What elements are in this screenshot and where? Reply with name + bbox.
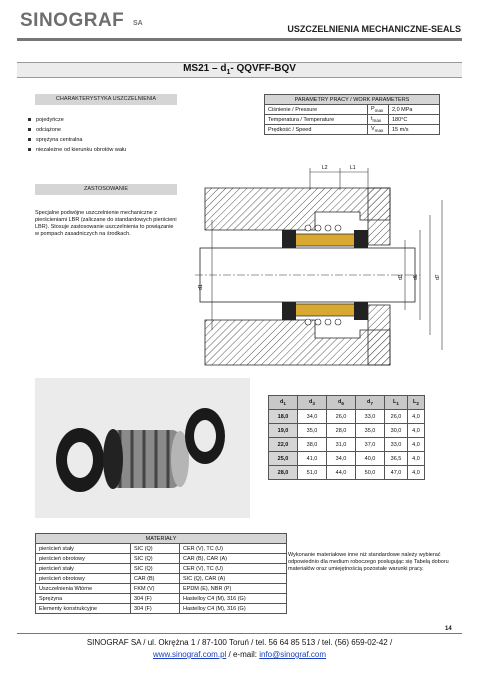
table-row xyxy=(269,424,425,438)
table-row xyxy=(36,544,287,554)
feature-item: niezależne od kierunku obrotów wału xyxy=(28,145,126,155)
table-row xyxy=(269,452,425,466)
cell: 44,0 xyxy=(327,466,356,480)
table-row xyxy=(36,564,287,574)
cell: 50,0 xyxy=(356,466,385,480)
cell: pierścień obrotowy xyxy=(36,574,131,584)
cell: 33,0 xyxy=(385,438,408,452)
work-params-table xyxy=(264,94,440,135)
params-heading: PARAMETRY PRACY / WORK PARAMETERS xyxy=(265,95,440,105)
cell: 4,0 xyxy=(408,410,425,424)
feature-item: sprężyna centralna xyxy=(28,135,126,145)
cell: 22,0 xyxy=(269,438,298,452)
feature-item: pojedyńcze xyxy=(28,115,126,125)
cell: 4,0 xyxy=(408,466,425,480)
dimensions-table xyxy=(268,395,425,480)
table-row xyxy=(36,554,287,564)
seal-lower-ring xyxy=(290,304,360,316)
cell: 37,0 xyxy=(356,438,385,452)
table-row xyxy=(269,438,425,452)
materials-table xyxy=(35,533,287,614)
seal-cross-section-drawing xyxy=(190,160,460,375)
dim-label-d7: d7 xyxy=(435,274,441,280)
footer-rule xyxy=(17,633,462,634)
param-symbol: $V_{max}$ xyxy=(368,125,389,135)
cell: CER (V), TC (U) xyxy=(180,564,287,574)
cell: 36,5 xyxy=(385,452,408,466)
application-heading: ZASTOSOWANIE xyxy=(35,184,177,195)
param-value: 15 m/s xyxy=(389,125,440,135)
cell: pierścień obrotowy xyxy=(36,554,131,564)
param-label: Temperatura / Temperature xyxy=(265,115,368,125)
cell: 41,0 xyxy=(298,452,327,466)
cell: Uszczelnienia Wtórne xyxy=(36,584,131,594)
cell: pierścień stały xyxy=(36,544,131,554)
header-rule xyxy=(17,38,462,41)
email-link[interactable]: info@sinograf.com xyxy=(259,650,327,659)
cell: 4,0 xyxy=(408,452,425,466)
material-note: Wykonanie materiałowe inne niż standardowe należy wybierać odpowiednio dla medium roboczego posługując się Tabelą doboru materiałów oraz umiejętnością pozostałe warunki pracy. xyxy=(288,552,449,572)
cell: CER (V), TC (U) xyxy=(180,544,287,554)
dim-col-l2: $L_2$ xyxy=(408,396,425,410)
model-title: $MS21 - d_1-$ QQVFF-BQV xyxy=(183,63,296,76)
cell: 28,0 xyxy=(327,424,356,438)
cell: 4,0 xyxy=(408,438,425,452)
cell: 35,0 xyxy=(298,424,327,438)
cell: 35,0 xyxy=(356,424,385,438)
table-row xyxy=(36,594,287,604)
dim-label-l1: L1 xyxy=(350,165,356,171)
cell: CAR (B) xyxy=(131,574,180,584)
dim-col-l1: $L_1$ xyxy=(385,396,408,410)
application-text: Specjalne podwójne uszczelnienie mechaniczne z pierścieniami LBR (zaliczane do standardowych pierścieni LBR). Stosuje zastosowanie uszczelnienia to powiązanie w pompach zasadniczych na środkach. xyxy=(35,210,177,237)
param-symbol: $t_{max}$ xyxy=(368,115,389,125)
cell: Sprężyna xyxy=(36,594,131,604)
cell: SIC (Q) xyxy=(131,554,180,564)
cell: pierścień stały xyxy=(36,564,131,574)
cell: CAR (B), CAR (A) xyxy=(180,554,287,564)
feature-item: odciążone xyxy=(28,125,126,135)
dim-label-d1: d1 xyxy=(198,284,204,290)
param-label: Prędkość / Speed xyxy=(265,125,368,135)
seal-upper-ring xyxy=(290,234,360,246)
cell: 25,0 xyxy=(269,452,298,466)
table-row xyxy=(269,466,425,480)
cell: SIC (Q) xyxy=(131,564,180,574)
cell: 33,0 xyxy=(356,410,385,424)
cell: EPDM (E), NBR (P) xyxy=(180,584,287,594)
dim-label-l2: L2 xyxy=(322,165,328,171)
cell: SIC (Q), CAR (A) xyxy=(180,574,287,584)
cell: Elementy konstrukcyjne xyxy=(36,604,131,614)
param-value: 2,0 MPa xyxy=(389,105,440,115)
website-link[interactable]: www.sinograf.com.pl xyxy=(152,650,227,659)
param-value: 180°C xyxy=(389,115,440,125)
cell: 18,0 xyxy=(269,410,298,424)
cell: Hastelloy C4 (M), 316 (G) xyxy=(180,604,287,614)
dim-col-d1: $d_1$ xyxy=(269,396,298,410)
params-row xyxy=(265,125,440,135)
email-label: / e-mail: xyxy=(228,650,257,659)
dim-label-d3: d3 xyxy=(398,274,404,280)
cell: 34,0 xyxy=(327,452,356,466)
brand-logo: SINOGRAF xyxy=(20,10,125,31)
brand-suffix: SA xyxy=(133,20,143,27)
dim-col-d3: $d_3$ xyxy=(298,396,327,410)
cell: 30,0 xyxy=(385,424,408,438)
footer-contact xyxy=(17,650,462,659)
characteristics-heading: CHARAKTERYSTYKA USZCZELNIENIA xyxy=(35,94,177,105)
cell: 34,0 xyxy=(298,410,327,424)
footer-address: SINOGRAF SA / ul. Okrężna 1 / 87-100 Toruń / tel. 56 64 85 513 / tel. (56) 659-02-42 / xyxy=(86,638,393,647)
table-row xyxy=(36,584,287,594)
params-row xyxy=(265,105,440,115)
cell: Hastelloy C4 (M), 316 (G) xyxy=(180,594,287,604)
page-number: 14 xyxy=(445,626,452,632)
param-symbol: $P_{max}$ xyxy=(368,105,389,115)
cell: FKM (V) xyxy=(131,584,180,594)
dim-col-d7: $d_7$ xyxy=(356,396,385,410)
cell: 304 (F) xyxy=(131,594,180,604)
params-row xyxy=(265,115,440,125)
table-row xyxy=(36,574,287,584)
cell: 304 (F) xyxy=(131,604,180,614)
cell: 28,0 xyxy=(269,466,298,480)
cell: 38,0 xyxy=(298,438,327,452)
param-label: Ciśnienie / Pressure xyxy=(265,105,368,115)
characteristics-list xyxy=(28,115,126,155)
cell: SIC (Q) xyxy=(131,544,180,554)
cell: 47,0 xyxy=(385,466,408,480)
table-row xyxy=(36,604,287,614)
table-row xyxy=(269,410,425,424)
header-title: USZCZELNIENIA MECHANICZNE-SEALS xyxy=(287,24,461,34)
dim-label-d6: d6 xyxy=(413,274,419,280)
product-photo xyxy=(35,378,250,518)
cell: 31,0 xyxy=(327,438,356,452)
cell: 51,0 xyxy=(298,466,327,480)
cell: 26,0 xyxy=(327,410,356,424)
cell: 19,0 xyxy=(269,424,298,438)
cell: 26,0 xyxy=(385,410,408,424)
dim-col-d6: $d_6$ xyxy=(327,396,356,410)
cell: 40,0 xyxy=(356,452,385,466)
cell: 4,0 xyxy=(408,424,425,438)
materials-heading: MATERIAŁY xyxy=(36,534,287,544)
